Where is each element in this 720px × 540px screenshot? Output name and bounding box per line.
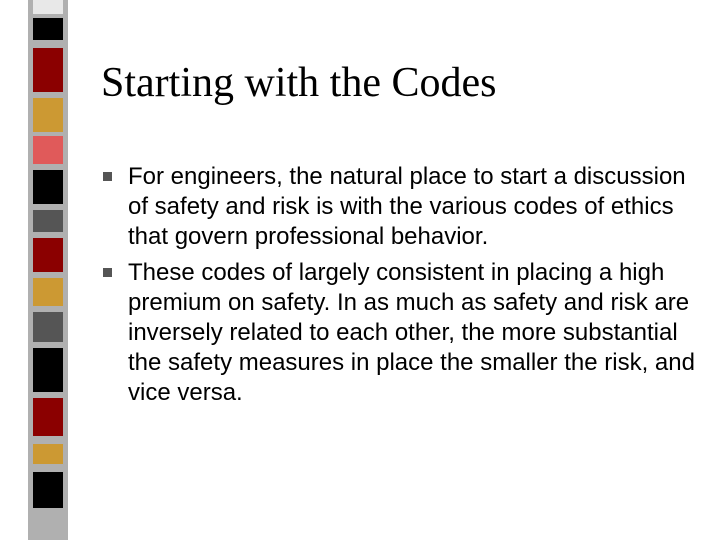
stripe-block: [33, 18, 63, 40]
stripe-block: [33, 136, 63, 164]
bullet-text: For engineers, the natural place to start a discussion of safety and risk is with the various codes of ethics that govern professional behavior.: [128, 163, 686, 250]
bullet-text: These codes of largely consistent in placing a high premium on safety. In as much as safety and risk are inversely related to each other, the more substantial the safety measures in place the smaller the risk, and vice versa.: [128, 259, 695, 406]
stripe-block: [33, 238, 63, 272]
stripe-block: [33, 170, 63, 204]
square-bullet-icon: [103, 268, 112, 277]
stripe-block: [33, 444, 63, 464]
stripe-block: [33, 210, 63, 232]
stripe-block: [33, 348, 63, 392]
stripe-block: [33, 0, 63, 14]
stripe-block: [33, 398, 63, 436]
stripe-block: [33, 98, 63, 132]
stripe-block: [33, 312, 63, 342]
bullet-list: [100, 162, 700, 414]
bullet-item: [100, 258, 700, 408]
slide-title: Starting with the Codes: [101, 60, 497, 106]
stripe-block: [33, 278, 63, 306]
stripe-block: [33, 472, 63, 508]
bullet-item: [100, 162, 700, 252]
stripe-block: [33, 48, 63, 92]
square-bullet-icon: [103, 172, 112, 181]
